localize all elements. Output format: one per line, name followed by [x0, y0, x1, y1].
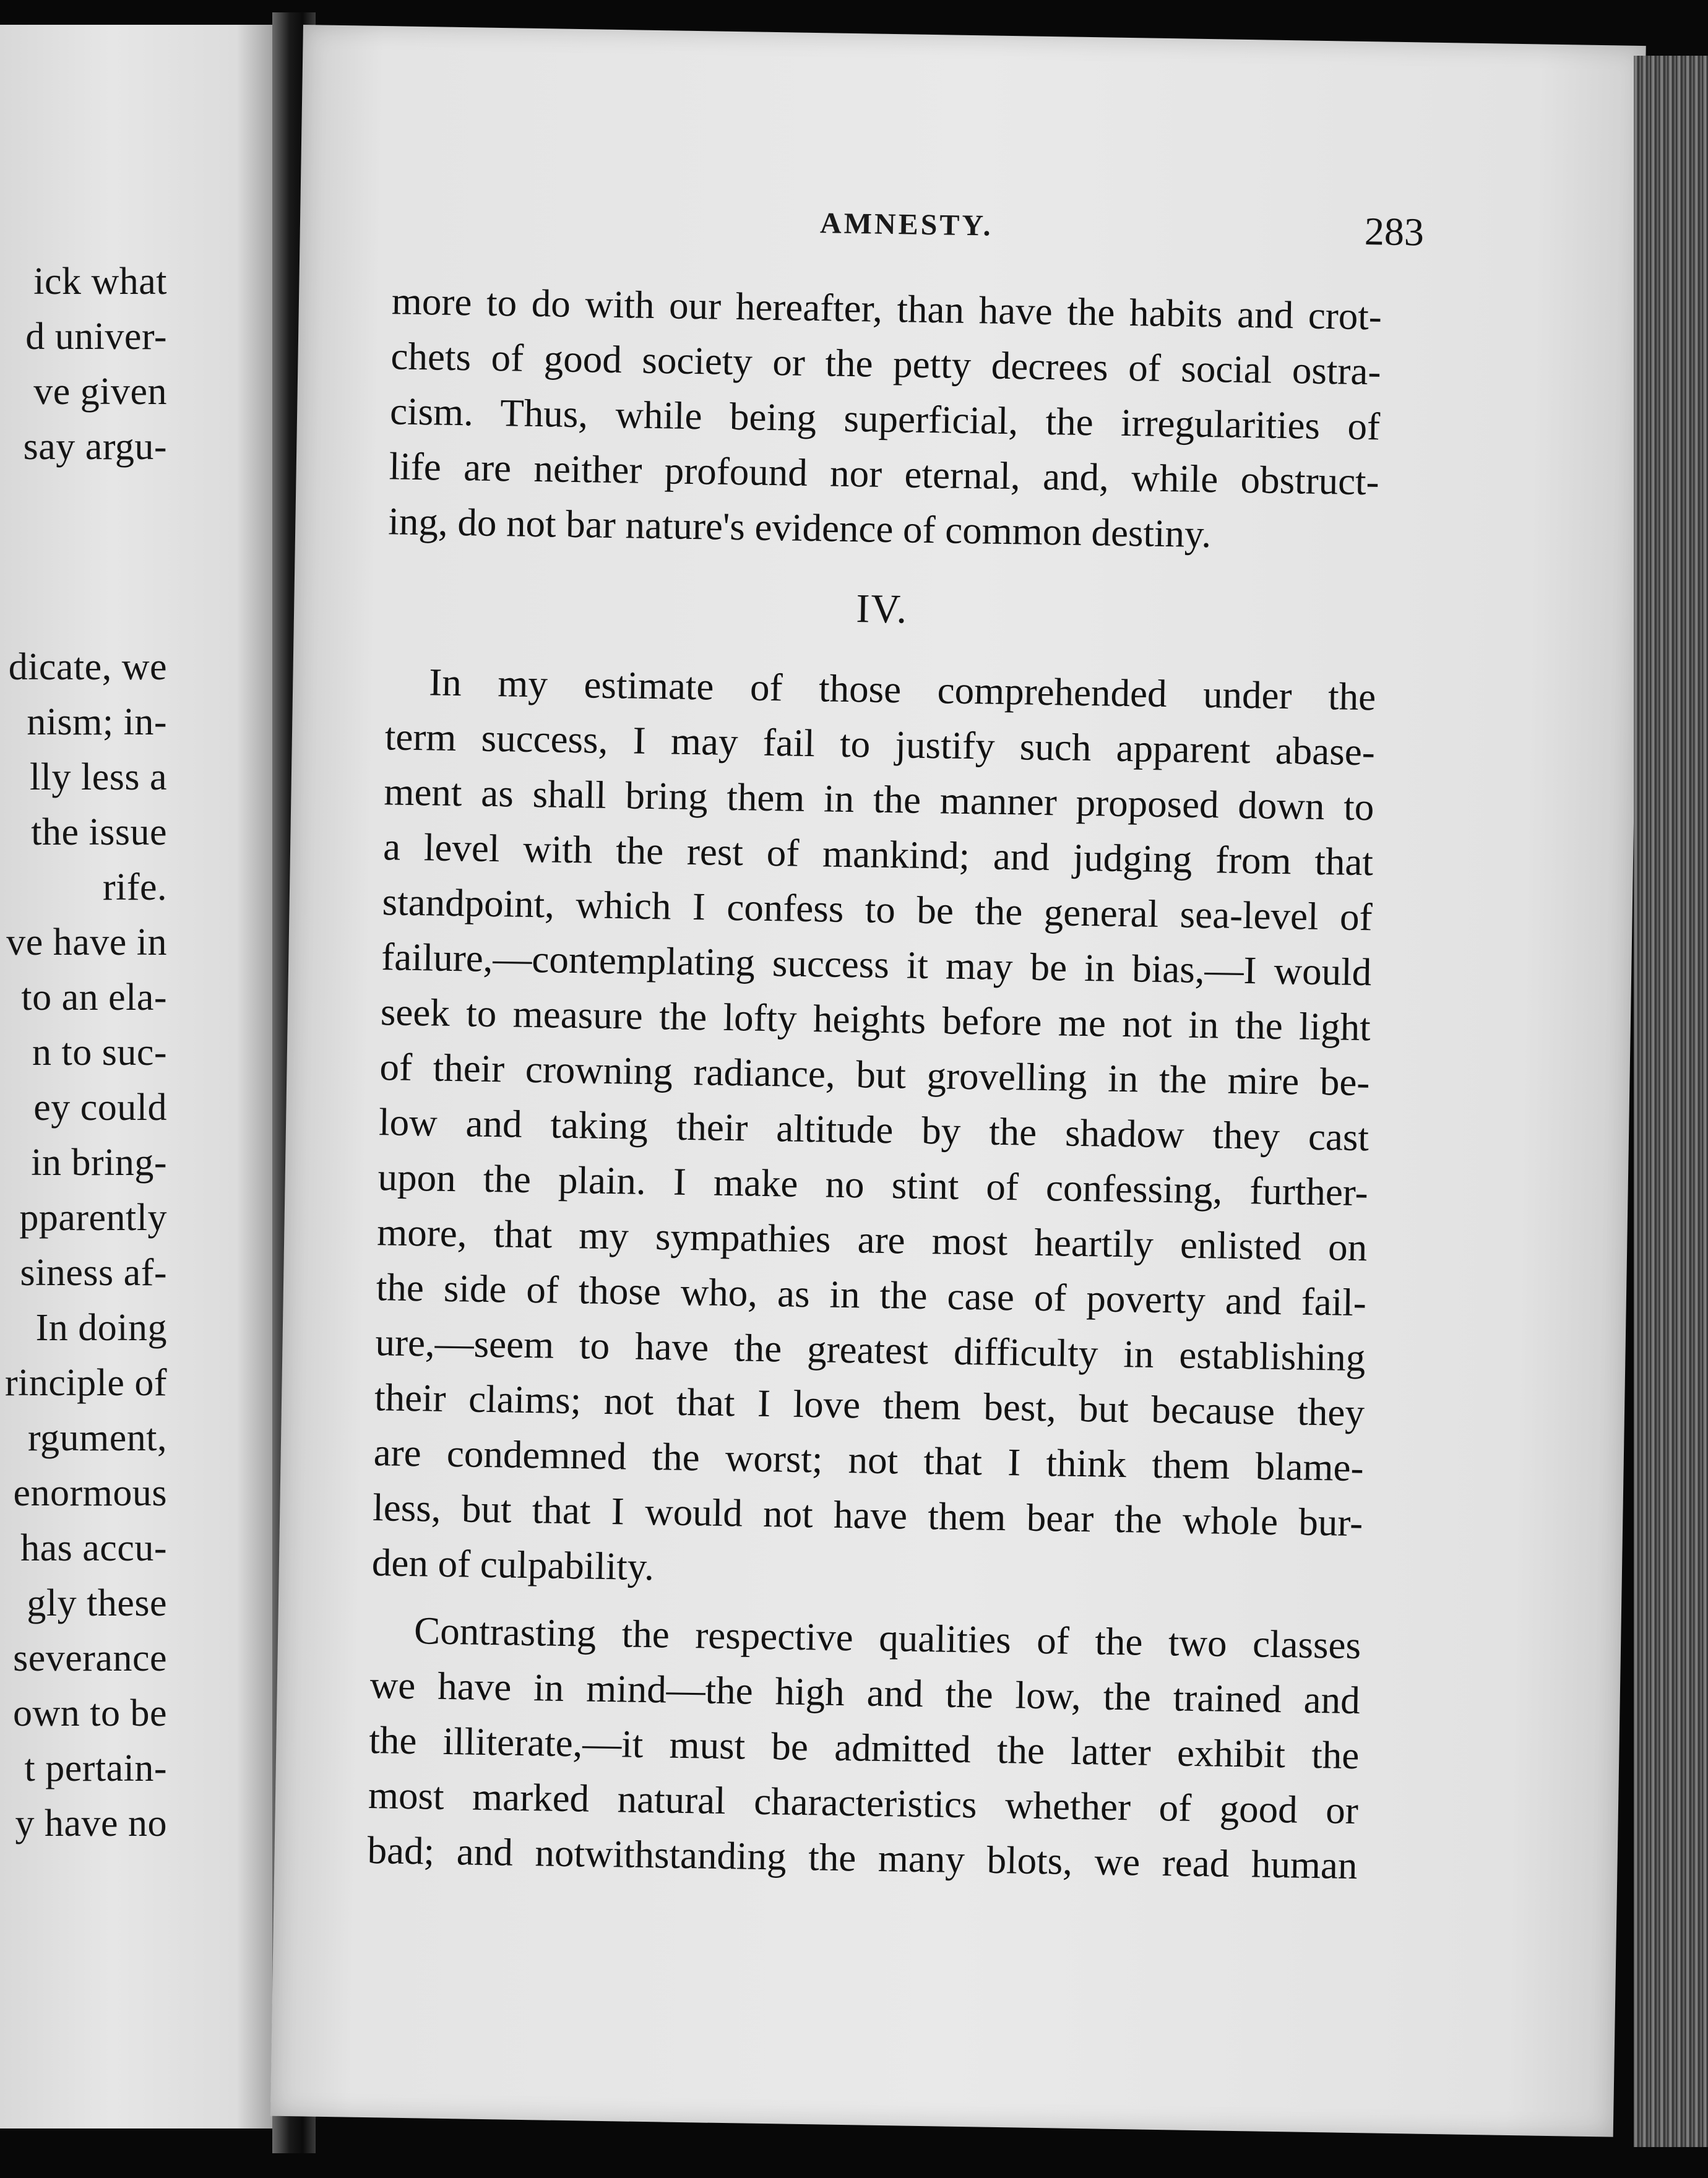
text-line: a level with the rest of mankind; and judging from that — [382, 825, 1374, 884]
page-edges-stack — [1634, 56, 1708, 2147]
previous-page-line: ick what — [33, 260, 167, 303]
previous-page-line: in bring- — [31, 1142, 167, 1184]
previous-page-line: the issue — [31, 811, 167, 853]
previous-page-line: ve given — [33, 371, 167, 413]
previous-page-line: enormous — [13, 1472, 167, 1514]
previous-page-line: pparently — [19, 1197, 167, 1239]
previous-page-line: severance — [13, 1637, 167, 1679]
paragraph-3 — [367, 1603, 1361, 1893]
text-line: chets of good society or the petty decrees of social ostra- — [390, 334, 1381, 394]
page-number: 283 — [1364, 209, 1425, 254]
text-line: are condemned the worst; not that I think them blame- — [373, 1431, 1365, 1490]
text-line: life are neither profound nor eternal, and, while obstruct- — [389, 444, 1380, 504]
text-line: failure,—contemplating success it may be in bias,—I would — [381, 935, 1372, 994]
text-line: bad; and notwithstanding the many blots, we read human — [367, 1828, 1358, 1888]
page-body — [367, 273, 1382, 1893]
previous-page-line: ve have in — [6, 921, 167, 963]
text-line: of their crowning radiance, but grovelling in the mire be- — [379, 1045, 1370, 1104]
running-head: AMNESTY. — [819, 207, 994, 243]
previous-page-line: to an ela- — [21, 976, 167, 1018]
previous-page-line: rgument, — [28, 1417, 167, 1459]
previous-page-line: nism; in- — [27, 701, 167, 743]
text-line: most marked natural characteristics whether of good or — [368, 1773, 1359, 1833]
text-line: In my estimate of those comprehended under the — [428, 660, 1376, 719]
text-line: cism. Thus, while being superficial, the irregularities of — [389, 389, 1381, 449]
previous-page-line: t pertain- — [24, 1747, 167, 1789]
text-line: we have in mind—the high and the low, the trained and — [369, 1663, 1361, 1723]
page-header — [300, 198, 1643, 269]
previous-page-fragment — [0, 25, 278, 2128]
previous-page-line: rinciple of — [4, 1362, 167, 1404]
previous-page-line: gly these — [27, 1582, 167, 1624]
text-line: ing, do not bar nature's evidence of common destiny. — [387, 499, 1212, 556]
previous-page-line: rife. — [102, 866, 167, 908]
text-line: low and taking their altitude by the shadow they cast — [378, 1100, 1369, 1160]
text-line: ment as shall bring them in the manner proposed down to — [384, 770, 1374, 829]
text-line: standpoint, which I confess to be the general sea-level of — [382, 880, 1373, 939]
previous-page-line: lly less a — [30, 756, 167, 798]
text-line: more to do with our hereafter, than have the habits and crot- — [391, 279, 1382, 338]
text-line: Contrasting the respective qualities of the two classes — [413, 1609, 1361, 1668]
paragraph-2 — [371, 654, 1376, 1606]
text-line: seek to measure the lofty heights before me not in the light — [380, 990, 1371, 1049]
text-line: their claims; not that I love them best, but because they — [374, 1375, 1365, 1435]
text-line: den of culpability. — [371, 1541, 655, 1589]
previous-page-line: has accu- — [20, 1527, 167, 1569]
previous-page-line: In doing — [35, 1307, 167, 1349]
text-line: less, but that I would not have them bear the whole bur- — [372, 1486, 1363, 1545]
previous-page-line: ey could — [33, 1087, 167, 1129]
previous-page-line: own to be — [12, 1692, 167, 1734]
previous-page-line: n to suc- — [32, 1031, 167, 1074]
text-line: more, that my sympathies are most heartily enlisted on — [376, 1210, 1368, 1270]
text-line: ure,—seem to have the greatest difficulty in establishing — [375, 1320, 1366, 1380]
previous-page-line: say argu- — [23, 426, 167, 468]
text-line: the illiterate,—it must be admitted the latter exhibit the — [368, 1718, 1360, 1778]
previous-page-line: dicate, we — [8, 646, 167, 688]
text-line: the side of those who, as in the case of poverty and fail- — [376, 1265, 1367, 1325]
section-heading: IV. — [855, 586, 908, 632]
previous-page-line: siness af- — [20, 1252, 167, 1294]
previous-page-line: d univer- — [25, 316, 167, 358]
paragraph-1 — [388, 273, 1382, 564]
current-page — [270, 25, 1646, 2137]
text-line: term success, I may fail to justify such apparent abase- — [384, 715, 1376, 774]
text-line: upon the plain. I make no stint of confessing, further- — [377, 1155, 1369, 1215]
previous-page-line: y have no — [15, 1802, 167, 1844]
